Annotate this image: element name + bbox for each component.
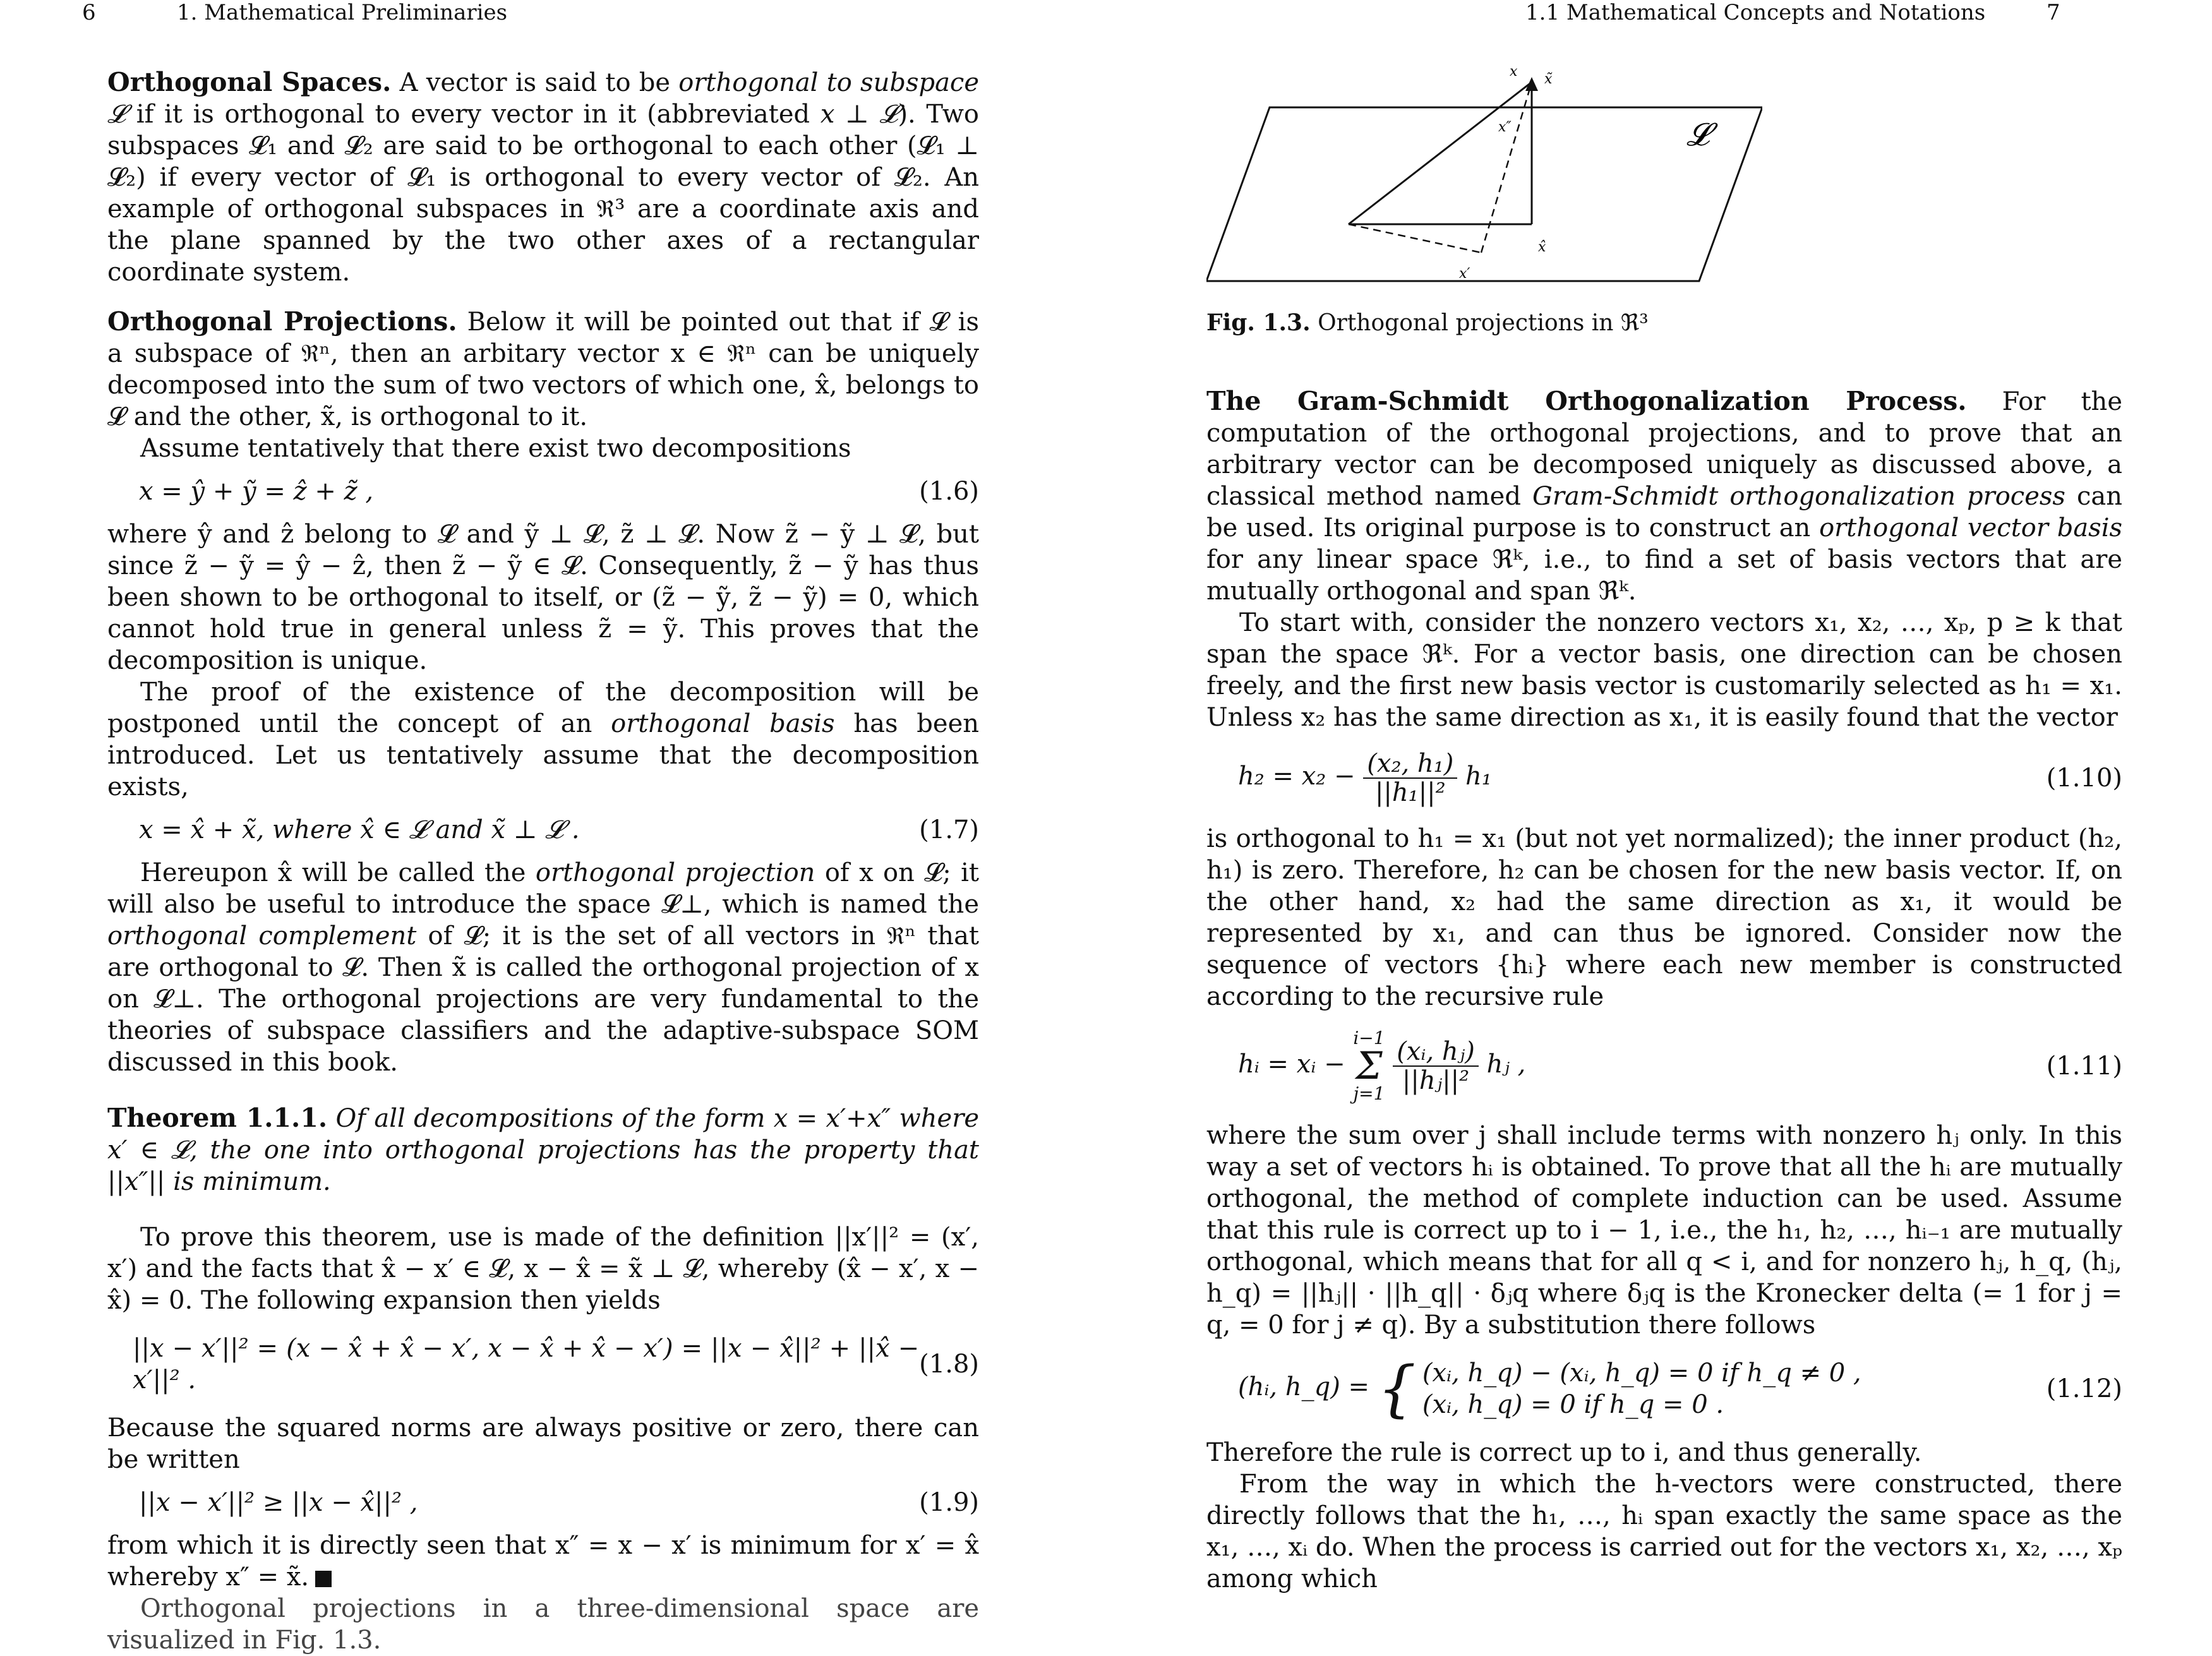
text-run-italic: Gram-Schmidt orthogonalization process xyxy=(1532,482,2065,511)
paragraph: Orthogonal projections in a three-dimensional space are visualized in Fig. 1.3. xyxy=(107,1594,979,1655)
equation-expression: x = ŷ + ỹ = ẑ + z̃ , xyxy=(139,477,374,506)
text-run-italic: orthogonal complement xyxy=(107,921,417,951)
paragraph: To prove this theorem, use is made of the definition ||x′||² = (x′, x′) and the facts that x̂ − x′ ∈ 𝓛, x − x̂ = x̃ ⊥ 𝓛, whereby (x̂ − x′, x − x̂) = 0. The following expansion then yields xyxy=(107,1223,979,1315)
equation-number: (1.8) xyxy=(919,1350,979,1379)
orthogonal-projection-figure xyxy=(1206,63,1762,303)
paragraph: To start with, consider the nonzero vectors x₁, x₂, …, xₚ, p ≥ k that span the space ℜᵏ. For a vector basis, one direction can be chosen freely, and the first new basis vector is customarily selected as h₁ = x₁. Unless x₂ has the same direction as x₁, it is easily found that the vector xyxy=(1206,608,2122,732)
vector-x xyxy=(1349,82,1532,224)
theorem-1-1-1 xyxy=(107,1102,979,1197)
cases xyxy=(1377,1353,1861,1424)
label-x-double-prime: x″ xyxy=(1498,119,1512,135)
paragraph: From the way in which the h-vectors were constructed, there directly follows that the h₁, …, hᵢ span exactly the same space as the x₁, …, xᵢ do. When the process is carried out for the vectors x₁, x₂, …, xₚ among which xyxy=(1206,1470,2122,1593)
case-rows xyxy=(1422,1357,1861,1420)
vector-x-prime xyxy=(1349,224,1481,253)
fraction-denominator: ||h₁||² xyxy=(1374,778,1446,807)
equation-number: (1.7) xyxy=(919,815,979,844)
gram-schmidt-paragraph xyxy=(1206,385,2122,607)
equation-1-6 xyxy=(107,476,979,507)
caption-text: Orthogonal projections in ℜ³ xyxy=(1318,310,1649,336)
text-run: Below it will be pointed out that if 𝓛 is a subspace of ℜⁿ, then an arbitary vector x ∈ ℜⁿ can be uniquely decomposed into the sum of two vectors of which one, x̂, belongs to 𝓛 and the other, x̃, is orthogonal to it. xyxy=(107,308,979,431)
left-text-column xyxy=(107,66,979,1656)
equation-number: (1.6) xyxy=(919,477,979,506)
paragraph xyxy=(107,857,979,1078)
left-page xyxy=(0,0,1074,1655)
equation-expression xyxy=(1206,750,1492,807)
label-L: 𝓛 xyxy=(1686,116,1710,153)
paragraph: is orthogonal to h₁ = x₁ (but not yet normalized); the inner product (h₂, h₁) is zero. Therefore, h₂ can be chosen for the new basis vector. If, on the other hand, x₂ had the same direction as x₁, it would be represented by x₁, and can thus be ignored. Consider now the sequence of vectors {hᵢ} where each new member is constructed according to the recursive rule xyxy=(1206,824,2122,1011)
paragraph: Because the squared norms are always positive or zero, there can be written xyxy=(107,1413,979,1474)
qed-square-icon xyxy=(315,1571,332,1587)
paragraph xyxy=(107,1530,979,1593)
text-run: of 𝓛; it is the set of all vectors in ℜⁿ that are orthogonal to 𝓛. Then x̃ is called the orthogonal projection of x on 𝓛⊥. The orthogonal projections are very fundamental to the theories of subspace classifiers and the adaptive-subspace SOM discussed in this book. xyxy=(107,921,979,1077)
text-run-italic: x ⊥ 𝓛 xyxy=(820,100,898,129)
gram-schmidt-heading: The Gram-Schmidt Orthogonalization Process. xyxy=(1206,386,1967,416)
paragraph: Therefore the rule is correct up to i, and thus generally. xyxy=(1206,1438,1922,1467)
fraction xyxy=(1363,750,1457,807)
theorem-statement: Of all decompositions of the form x = x′+x″ where x′ ∈ 𝓛, the one into orthogonal projections has the property that ||x″|| is minimum. xyxy=(107,1104,979,1196)
arrowhead xyxy=(1525,77,1538,91)
equation-1-10 xyxy=(1206,750,2122,807)
sum-upper-limit: i−1 xyxy=(1353,1028,1385,1048)
sum-lower-limit: j=1 xyxy=(1353,1083,1385,1104)
orthogonal-spaces-paragraph xyxy=(107,66,979,288)
equation-expression: x = x̂ + x̃, where x̂ ∈ 𝓛 and x̃ ⊥ 𝓛 . xyxy=(139,815,580,844)
label-x-hat: x̂ xyxy=(1538,239,1546,255)
paragraph: where ŷ and ẑ belong to 𝓛 and ỹ ⊥ 𝓛, z̃ ⊥ 𝓛. Now z̃ − ỹ ⊥ 𝓛, but since z̃ − ỹ = ŷ − ẑ, then z̃ − ỹ ∈ 𝓛. Consequently, z̃ − ỹ has thus been shown to be orthogonal to itself, or (z̃ − ỹ, z̃ − ỹ) = 0, which cannot hold true in general unless z̃ = ỹ. This proves that the decomposition is unique. xyxy=(107,520,979,675)
label-x-prime: x′ xyxy=(1459,266,1470,282)
fraction-numerator: (xᵢ, hⱼ) xyxy=(1393,1038,1479,1067)
eq-lhs: (hᵢ, h_q) = xyxy=(1238,1372,1370,1401)
left-page-number: 6 xyxy=(82,0,96,25)
orthogonal-projections-heading: Orthogonal Projections. xyxy=(107,306,457,337)
fraction-denominator: ||hⱼ||² xyxy=(1402,1066,1470,1095)
equation-number: (1.10) xyxy=(2046,764,2122,793)
left-brace: { xyxy=(1377,1353,1416,1424)
figure-caption xyxy=(1206,309,1649,336)
theorem-heading: Theorem 1.1.1. xyxy=(107,1103,328,1133)
fraction-numerator: (x₂, h₁) xyxy=(1363,750,1457,779)
equation-1-12 xyxy=(1206,1353,2122,1424)
paragraph: where the sum over j shall include terms with nonzero hⱼ only. In this way a set of vectors hᵢ is obtained. To prove that all the hᵢ are mutually orthogonal, the method of complete induction can be used. Assume that this rule is correct up to i − 1, i.e., the h₁, h₂, …, hᵢ₋₁ are mutually orthogonal, which means that for all q < i, and for nonzero hⱼ, h_q, (hⱼ, h_q) = ||hⱼ|| · ||h_q|| · δⱼq where δⱼq is the Kronecker delta (= 1 for j = q, = 0 for j ≠ q). By a substitution there follows xyxy=(1206,1121,2122,1340)
right-running-head: 1.1 Mathematical Concepts and Notations xyxy=(1525,0,1986,25)
eq-tail: hⱼ , xyxy=(1486,1050,1526,1079)
paragraph xyxy=(107,676,979,803)
case-row: (xᵢ, h_q) − (xᵢ, h_q) = 0 if h_q ≠ 0 , xyxy=(1422,1359,1861,1388)
equation-1-8 xyxy=(107,1333,979,1396)
left-running-head: 1. Mathematical Preliminaries xyxy=(177,0,508,25)
caption-label: Fig. 1.3. xyxy=(1206,309,1311,336)
orthogonal-projections-paragraph xyxy=(107,306,979,433)
case-row: (xᵢ, h_q) = 0 if h_q = 0 . xyxy=(1422,1390,1724,1419)
right-page xyxy=(1175,0,2212,1597)
text-run: For the computation of the orthogonal projections, and to prove that an arbitrary vector can be decomposed uniquely as discussed above, a classical method named xyxy=(1206,387,2122,511)
equation-expression xyxy=(1206,1353,1861,1424)
equation-1-7 xyxy=(107,814,979,846)
equation-expression xyxy=(1206,1029,1525,1103)
equation-expression: ||x − x′||² ≥ ||x − x̂||² , xyxy=(139,1488,418,1517)
equation-1-9 xyxy=(107,1487,979,1518)
orthogonal-spaces-heading: Orthogonal Spaces. xyxy=(107,67,392,97)
text-run: for any linear space ℜᵏ, i.e., to find a set of basis vectors that are mutually orthogonal and span ℜᵏ. xyxy=(1206,545,2122,606)
equation-1-11 xyxy=(1206,1029,2122,1103)
text-run: The proof of the existence of the decomposition will be postponed until the concept of an xyxy=(107,678,979,738)
label-x: x xyxy=(1510,64,1518,80)
text-run-italic: orthogonal projection xyxy=(535,858,815,887)
equation-number: (1.12) xyxy=(2046,1374,2122,1403)
equation-expression: ||x − x′||² = (x − x̂ + x̂ − x′, x − x̂ + x̂ − x′) = ||x − x̂||² + ||x̂ − x′||² . xyxy=(133,1334,920,1395)
text-run: A vector is said to be xyxy=(399,68,671,97)
summation xyxy=(1353,1029,1385,1103)
paragraph: Assume tentatively that there exist two decompositions xyxy=(140,434,851,463)
text-run: of x on 𝓛; it will also be useful to introduce the space 𝓛⊥, which is named the xyxy=(107,858,979,919)
text-run: ). Two subspaces 𝓛₁ and 𝓛₂ are said to be orthogonal to each other (𝓛₁ ⊥ 𝓛₂) if every vector of 𝓛₁ is orthogonal to every vector of 𝓛₂. An example of orthogonal subspaces in ℜ³ are a coordinate axis and the plane spanned by the two other axes of a rectangular coordinate system. xyxy=(107,100,980,287)
text-run: Hereupon x̂ will be called the xyxy=(140,858,526,887)
fraction xyxy=(1393,1038,1479,1095)
equation-number: (1.9) xyxy=(919,1488,979,1517)
text-run-italic: orthogonal to subspace 𝓛 xyxy=(107,68,980,129)
sum-symbol: Σ xyxy=(1355,1044,1383,1088)
text-run-italic: orthogonal vector basis xyxy=(1819,513,2123,543)
equation-number: (1.11) xyxy=(2046,1052,2122,1081)
right-text-column xyxy=(1206,385,2122,1595)
text-run: can be used. Its original purpose is to construct an xyxy=(1206,482,2122,543)
text-run: has been introduced. Let us tentatively assume that the decomposition exists, xyxy=(107,709,979,801)
eq-lhs: hᵢ = xᵢ − xyxy=(1238,1050,1345,1079)
text-run-italic: orthogonal basis xyxy=(611,709,835,738)
eq-tail: h₁ xyxy=(1465,762,1492,791)
label-x-tilde: x̃ xyxy=(1544,71,1553,87)
text-run: from which it is directly seen that x″ = x − x′ is minimum for x′ = x̂ whereby x″ = x̃. xyxy=(107,1531,979,1592)
eq-lhs: h₂ = x₂ − xyxy=(1238,762,1355,791)
plane-L xyxy=(1206,107,1762,281)
right-page-number: 7 xyxy=(2047,0,2060,25)
text-run: if it is orthogonal to every vector in it (abbreviated xyxy=(136,100,810,129)
